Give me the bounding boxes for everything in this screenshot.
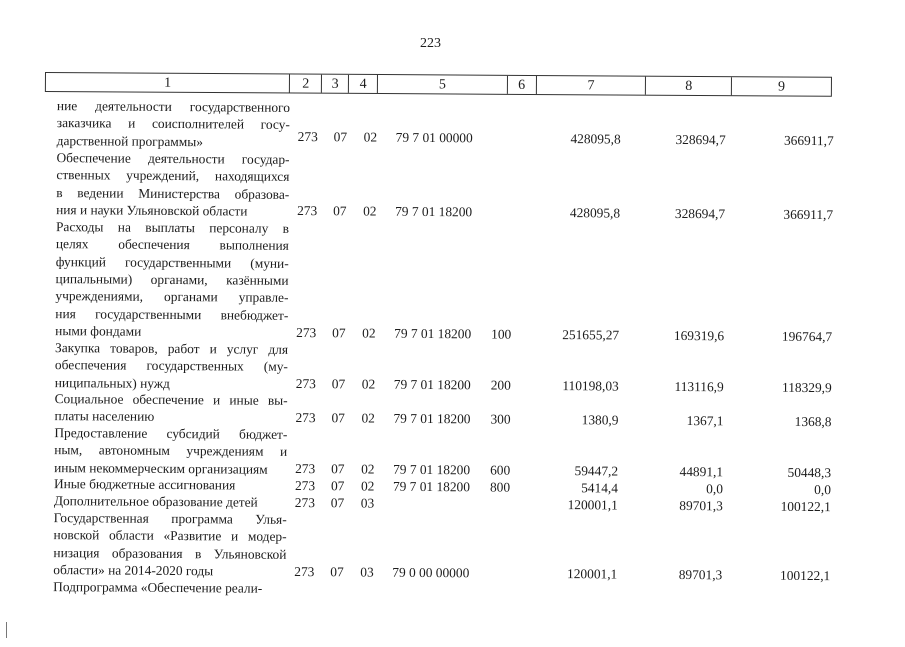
row-8-desc-line: Дополнительное образование детей [53, 493, 258, 510]
row-7-c9: 0,0 [814, 482, 832, 498]
row-3-c3: 07 [332, 325, 346, 341]
row-8-c2: 273 [294, 494, 315, 511]
row-9-c7: 120001,1 [567, 566, 618, 582]
row-2-desc-line: Обеспечение деятельности государ- [56, 150, 290, 167]
row-5-c9: 1368,8 [794, 413, 832, 430]
row-4-c6: 200 [490, 377, 511, 393]
row-1-c4: 02 [363, 129, 378, 145]
row-9-c9: 100122,1 [780, 567, 831, 584]
header-col-9: 9 [778, 79, 786, 95]
row-6-c7: 59447,2 [574, 463, 619, 479]
row-6-desc-line: ным, автономным учреждениям и [54, 442, 288, 460]
row-7-c4: 02 [360, 478, 375, 494]
row-2-c4: 02 [363, 203, 377, 219]
header-col-6: 6 [508, 76, 537, 94]
row-4-c9: 118329,9 [781, 379, 832, 396]
row-6-c6: 600 [490, 462, 511, 478]
row-1-c9: 366911,7 [783, 132, 834, 149]
row-9-c5: 79 0 00 00000 [392, 564, 470, 581]
row-1-c8: 328694,7 [675, 131, 726, 148]
row-4-desc-line: Закупка товаров, работ и услуг для [54, 340, 289, 357]
row-6-c8: 44891,1 [679, 463, 724, 480]
row-7-desc-line: Иные бюджетные ассигнования [53, 476, 236, 493]
row-7-c6: 800 [489, 479, 511, 495]
row-1-c2: 273 [297, 128, 318, 145]
row-4-c2: 273 [295, 375, 316, 392]
row-8-c9: 100122,1 [780, 498, 831, 515]
row-5-c3: 07 [331, 410, 345, 426]
row-7-c2: 273 [294, 477, 316, 494]
row-6-c5: 79 7 01 18200 [393, 461, 471, 478]
row-2-desc-line: ственных учреждений, находящихся [56, 167, 290, 185]
row-9-desc-line: новской области «Развитие и модер- [53, 527, 287, 545]
row-3-desc-line: ния государственными внебюджет- [55, 305, 289, 323]
header-col-2: 2 [290, 74, 322, 92]
row-2-c3: 07 [333, 203, 347, 219]
row-2-c8: 328694,7 [674, 205, 726, 222]
row-4-c7: 110198,03 [562, 378, 619, 394]
row-8-c7: 120001,1 [567, 497, 618, 513]
row-3-desc-line: целях обеспечения выполнения [55, 236, 289, 254]
row-2-c9: 366911,7 [783, 206, 834, 223]
row-9-desc-line: низация образования в Ульяновской [53, 544, 287, 562]
row-9-c3: 07 [330, 564, 344, 580]
header-col-1: 1 [46, 73, 290, 92]
row-5-c6: 300 [490, 411, 511, 427]
row-9-c4: 03 [360, 564, 374, 580]
row-5-c8: 1367,1 [686, 413, 724, 429]
row-6-desc-line: иным некоммерческим организациям [54, 459, 268, 477]
row-2-c5: 79 7 01 18200 [395, 203, 473, 220]
row-3-c9: 196764,7 [781, 328, 833, 345]
row-4-c5: 79 7 01 18200 [393, 376, 471, 393]
row-1-desc-line: ние деятельности государственного [56, 98, 291, 115]
scan-edge-mark [6, 622, 7, 638]
header-col-8: 8 [646, 77, 732, 96]
row-4-desc-line: обеспечения государственных (му- [54, 357, 288, 375]
row-9-desc-line: области» на 2014-2020 годы [53, 561, 214, 579]
row-7-c7: 5414,4 [581, 480, 619, 496]
header-col-7: 7 [537, 76, 647, 95]
row-6-c9: 50448,3 [787, 464, 832, 481]
row-3-c8: 169319,6 [673, 327, 725, 344]
row-3-desc-line: учреждениями, органами управле- [55, 288, 289, 306]
row-6-c2: 273 [295, 460, 316, 477]
row-9-c2: 273 [294, 563, 315, 580]
row-9-c8: 89701,3 [678, 566, 723, 583]
row-4-c4: 02 [361, 376, 376, 392]
page-number: 223 [420, 36, 441, 51]
row-6-desc-line: Предоставление субсидий бюджет- [54, 425, 288, 442]
row-5-c2: 273 [295, 409, 316, 426]
row-3-desc-line: ными фондами [55, 322, 142, 339]
row-1-c7: 428095,8 [570, 131, 621, 147]
row-5-desc-line: платы населению [54, 408, 155, 425]
row-6-c3: 07 [331, 461, 345, 477]
header-col-4: 4 [349, 75, 378, 93]
row-7-c5: 79 7 01 18200 [392, 478, 471, 495]
row-3-c2: 273 [296, 324, 317, 341]
row-2-c2: 273 [297, 202, 318, 219]
row-7-c3: 07 [330, 478, 345, 494]
row-8-c8: 89701,3 [679, 497, 723, 514]
row-3-c6: 100 [491, 326, 512, 342]
row-5-c5: 79 7 01 18200 [393, 410, 471, 427]
row-4-c8: 113116,9 [674, 378, 724, 395]
row-5-desc-line: Социальное обеспечение и иные вы- [54, 391, 288, 408]
row-3-c7: 251655,27 [562, 327, 620, 343]
row-7-c8: 0,0 [706, 481, 724, 497]
header-col-3: 3 [322, 75, 349, 93]
row-3-desc-line: функций государственными (муни- [55, 253, 289, 271]
row-3-desc-line: Расходы на выплаты персоналу в [55, 219, 290, 236]
row-3-c4: 02 [362, 325, 376, 341]
row-4-desc-line: ниципальных) нужд [54, 374, 170, 391]
row-1-c5: 79 7 01 00000 [395, 129, 473, 146]
row-5-c4: 02 [361, 410, 375, 426]
row-8-c3: 07 [330, 495, 345, 511]
row-3-c5: 79 7 01 18200 [394, 325, 472, 342]
row-1-c3: 07 [333, 129, 348, 145]
row-3-desc-line: ципальными) органами, казёнными [55, 270, 289, 288]
row-2-desc-line: ния и науки Ульяновской области [56, 201, 248, 219]
row-2-c7: 428095,8 [569, 205, 621, 221]
row-4-c3: 07 [331, 376, 346, 392]
row-1-desc-line: заказчика и соисполнителей госу- [56, 115, 290, 133]
row-2-desc-line: в ведении Министерства образова- [56, 184, 290, 202]
row-1-desc-line: дарственной программы» [56, 132, 204, 149]
row-8-c4: 03 [360, 495, 375, 511]
header-col-5: 5 [378, 75, 508, 94]
row-9-desc-line: Государственная программа Улья- [53, 510, 287, 527]
row-6-c4: 02 [361, 461, 375, 477]
row-5-c7: 1380,9 [581, 412, 619, 428]
row-10-desc-line: Подпрограмма «Обеспечение реали- [53, 579, 263, 596]
